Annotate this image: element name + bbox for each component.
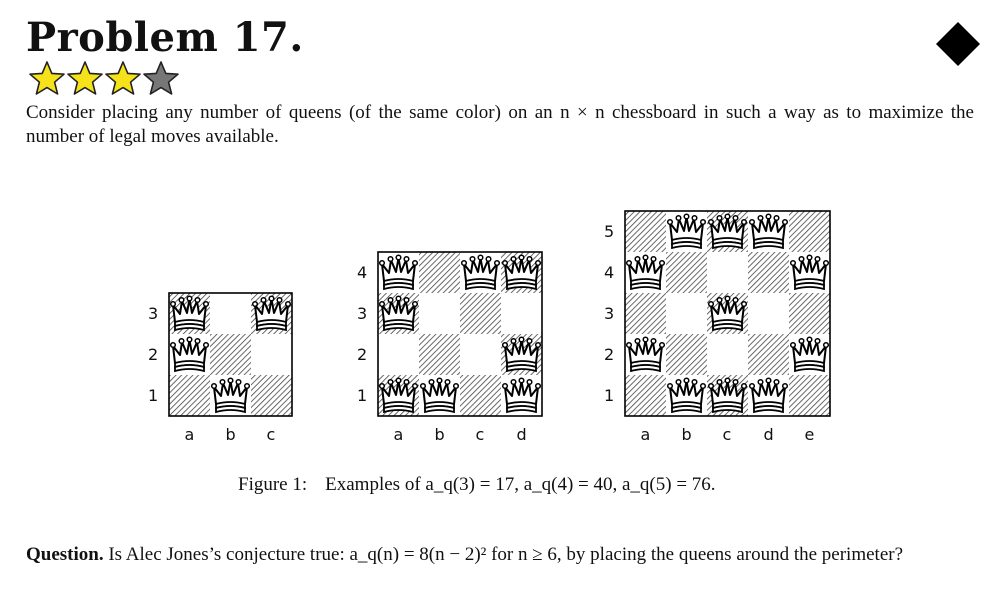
square-d3 [501, 293, 542, 334]
file-label: a [393, 425, 404, 444]
star-filled-icon [104, 60, 142, 96]
square-b2 [210, 334, 251, 375]
square-d3 [748, 293, 789, 334]
square-e3 [789, 293, 830, 334]
board-grid [377, 251, 543, 417]
rank-label: 1 [148, 385, 159, 405]
square-d2 [748, 334, 789, 375]
diamond-icon [936, 22, 980, 66]
file-label: d [763, 425, 774, 444]
square-e1 [789, 375, 830, 416]
square-b4 [419, 252, 460, 293]
chessboard-3x3 [148, 292, 293, 444]
problem-title: Problem 17. [26, 14, 304, 61]
rank-label: 2 [357, 344, 368, 364]
rank-label: 1 [604, 385, 615, 405]
square-b2 [666, 334, 707, 375]
file-label: d [516, 425, 527, 444]
rank-label: 3 [357, 303, 368, 323]
file-label: b [681, 425, 692, 444]
square-b4 [666, 252, 707, 293]
file-label: c [722, 425, 732, 444]
square-b3 [666, 293, 707, 334]
file-label: a [640, 425, 651, 444]
square-c1 [251, 375, 292, 416]
square-c2 [460, 334, 501, 375]
chessboard-5x5 [604, 210, 831, 444]
square-a1 [169, 375, 210, 416]
square-a1 [625, 375, 666, 416]
caption-label: Figure 1: [238, 474, 308, 495]
question-label: Question. [26, 544, 104, 565]
rank-label: 5 [604, 221, 615, 241]
square-a3 [625, 293, 666, 334]
rank-label: 2 [148, 344, 159, 364]
difficulty-rating [28, 60, 180, 96]
rank-label: 2 [604, 344, 615, 364]
rank-label: 3 [148, 303, 159, 323]
rank-label: 4 [604, 262, 615, 282]
rank-label: 4 [357, 262, 368, 282]
file-label: e [804, 425, 815, 444]
square-c2 [251, 334, 292, 375]
square-c4 [707, 252, 748, 293]
caption-text: Examples of a_q(3) = 17, a_q(4) = 40, a_q(5) = 76. [325, 474, 716, 495]
square-c2 [707, 334, 748, 375]
file-label: a [184, 425, 195, 444]
square-b3 [419, 293, 460, 334]
square-c1 [460, 375, 501, 416]
figure-caption [238, 474, 716, 496]
question-block [26, 543, 974, 567]
square-c3 [460, 293, 501, 334]
file-label: b [225, 425, 236, 444]
chessboard-4x4 [357, 251, 543, 444]
star-filled-icon [66, 60, 104, 96]
rank-label: 1 [357, 385, 368, 405]
square-b2 [419, 334, 460, 375]
square-e5 [789, 211, 830, 252]
star-empty-icon [142, 60, 180, 96]
square-b3 [210, 293, 251, 334]
file-label: c [266, 425, 276, 444]
star-filled-icon [28, 60, 66, 96]
square-a5 [625, 211, 666, 252]
problem-intro-text: Consider placing any number of queens (of the same color) on an n × n chessboard in such a way as to maximize the number of legal moves available. [26, 102, 974, 147]
rank-label: 3 [604, 303, 615, 323]
square-d4 [748, 252, 789, 293]
board-grid [168, 292, 293, 417]
board-grid [624, 210, 831, 417]
question-text: Is Alec Jones’s conjecture true: a_q(n) = 8(n − 2)² for n ≥ 6, by placing the queens around the perimeter? [108, 544, 904, 565]
square-a2 [378, 334, 419, 375]
file-label: b [434, 425, 445, 444]
problem-statement [26, 101, 974, 149]
file-label: c [475, 425, 485, 444]
